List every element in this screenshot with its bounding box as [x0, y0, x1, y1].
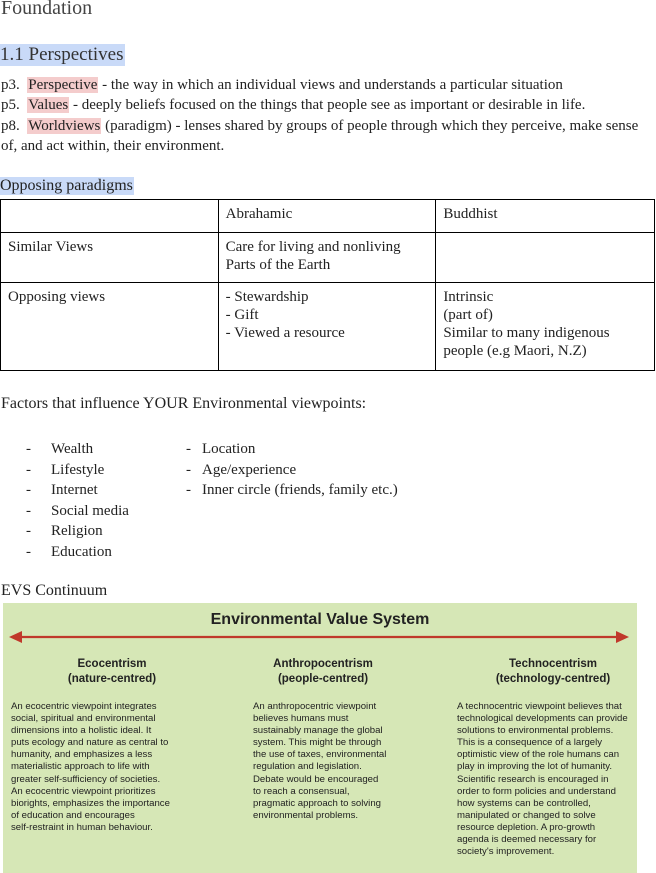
evs-diagram — [3, 603, 637, 873]
cell-line: Care for living and nonliving — [225, 239, 401, 255]
list-item — [26, 439, 129, 460]
cell-line: Similar to many indigenous — [443, 325, 610, 341]
list-item — [186, 480, 398, 501]
row-label: Similar Views — [1, 233, 219, 283]
factor-label: Lifestyle — [51, 461, 105, 478]
column-name: Technocentrism — [509, 658, 597, 670]
cell-line: - Stewardship — [225, 289, 309, 305]
list-dash: - — [26, 441, 31, 457]
factor-label: Wealth — [51, 441, 94, 457]
text-line: system. This might be through — [253, 737, 382, 749]
abrahamic-cell — [218, 283, 436, 371]
text-line: order to form policies and understand — [457, 785, 616, 797]
column-name: Anthropocentrism — [273, 658, 373, 670]
text-line: play in improving the lot of humanity. — [457, 761, 612, 773]
text-line: technological developments can provide — [457, 713, 628, 725]
evs-diagram-title: Environmental Value System — [210, 611, 430, 628]
definition-text: (paradigm) - lenses shared by groups of people through which they perceive, make sense — [101, 118, 639, 134]
factors-heading: Factors that influence YOUR Environmental viewpoints: — [1, 395, 367, 412]
text-line: how systems can be controlled, — [457, 797, 591, 809]
text-line: of education and encourages — [11, 809, 135, 821]
list-dash: - — [186, 441, 191, 457]
factor-label: Education — [51, 543, 112, 560]
list-item — [186, 460, 398, 481]
term-values: Values — [28, 97, 69, 113]
definition-continuation: of, and act within, their environment. — [1, 138, 225, 154]
list-item — [186, 439, 398, 460]
cell-line: (part of) — [443, 307, 493, 323]
text-line: A technocentric viewpoint believes that — [457, 701, 622, 712]
definition-perspective — [1, 77, 563, 94]
text-line: manipulated or changed to solve — [457, 809, 596, 821]
factor-label: Location — [202, 441, 256, 457]
column-subtitle: (nature-centred) — [67, 673, 157, 685]
text-line: greater self-sufficiency of societies. — [11, 773, 161, 785]
factor-label: Religion — [51, 523, 103, 539]
text-line: This is a consequence of a largely — [457, 737, 603, 749]
list-dash: - — [186, 461, 191, 478]
text-line: the use of taxes, environmental — [253, 749, 387, 761]
double-arrow-icon — [9, 629, 629, 645]
factor-label: Inner circle (friends, family etc.) — [202, 482, 398, 498]
header-cell-abrahamic: Abrahamic — [218, 200, 436, 233]
list-item — [26, 460, 129, 481]
text-line: self-restraint in human behaviour. — [11, 821, 153, 833]
paradigms-heading: Opposing paradigms — [0, 177, 133, 194]
text-line: social, spiritual and environmental — [11, 713, 156, 725]
table-header-row — [1, 200, 655, 233]
text-line: resource depletion. A pro-growth — [457, 821, 596, 833]
text-line: Debate would be encouraged — [253, 773, 379, 785]
list-dash: - — [26, 523, 31, 539]
abrahamic-cell — [218, 233, 436, 283]
page-ref: p3. — [1, 77, 20, 93]
column-subtitle: (people-centred) — [277, 673, 369, 685]
document-title: Foundation — [1, 0, 93, 19]
technocentrism-heading — [473, 657, 633, 687]
evs-heading: EVS Continuum — [1, 582, 108, 599]
anthropocentrism-heading — [243, 657, 403, 687]
section-heading: 1.1 Perspectives — [0, 44, 124, 65]
factors-list-right — [186, 439, 398, 501]
text-line: environmental problems. — [253, 809, 359, 821]
definition-text: - the way in which an individual views and understands a particular situation — [98, 77, 563, 93]
table-row-similar — [1, 233, 655, 283]
column-subtitle: (technology-centred) — [495, 673, 611, 685]
list-dash: - — [26, 482, 31, 498]
list-item — [26, 501, 129, 522]
text-line: sustainably manage the global — [253, 725, 383, 737]
page-ref: p5. — [1, 97, 20, 113]
factor-label: Social media — [51, 502, 129, 519]
column-name: Ecocentrism — [77, 658, 147, 670]
list-dash: - — [26, 543, 31, 560]
text-line: Scientific research is encouraged in — [457, 773, 609, 785]
factor-label: Internet — [51, 482, 98, 498]
term-perspective: Perspective — [28, 77, 98, 93]
list-dash: - — [186, 482, 191, 498]
text-line: pragmatic approach to solving — [253, 797, 381, 809]
text-line: solutions to environmental problems. — [457, 725, 614, 737]
ecocentrism-heading — [37, 657, 187, 687]
table-row-opposing — [1, 283, 655, 371]
paradigms-table — [0, 199, 655, 371]
text-line: An anthropocentric viewpoint — [253, 701, 377, 712]
text-line: puts ecology and nature as central to — [11, 737, 169, 749]
list-item — [26, 480, 129, 501]
buddhist-cell — [436, 283, 655, 371]
header-cell — [1, 200, 219, 233]
definition-text: - deeply beliefs focused on the things that people see as important or desirable in life. — [69, 97, 586, 113]
cell-line: Intrinsic — [443, 289, 494, 305]
cell-line: - Viewed a resource — [225, 325, 345, 341]
text-line: An ecocentric viewpoint integrates — [11, 701, 157, 712]
list-item — [26, 542, 129, 563]
definition-values — [1, 97, 585, 114]
text-line: humanity, and emphasizes a less — [11, 749, 153, 761]
cell-line: - Gift — [225, 307, 259, 323]
list-dash: - — [26, 461, 31, 478]
text-line: optimistic view of the role humans can — [457, 749, 620, 761]
term-worldviews: Worldviews — [28, 118, 101, 134]
text-line: dimensions into a holistic ideal. It — [11, 725, 152, 737]
ecocentrism-description — [11, 701, 170, 834]
buddhist-cell — [436, 233, 655, 283]
cell-line: Parts of the Earth — [225, 257, 331, 273]
text-line: An ecocentric viewpoint prioritizes — [11, 785, 156, 797]
anthropocentrism-description — [253, 701, 386, 822]
page-ref: p8. — [1, 118, 20, 134]
row-label: Opposing views — [1, 283, 219, 371]
text-line: to reach a consensual, — [253, 785, 350, 797]
text-line: biorights, emphasizes the importance — [11, 797, 170, 809]
definition-worldviews — [1, 118, 638, 135]
technocentrism-description — [457, 701, 628, 858]
factors-list-left — [26, 439, 129, 562]
text-line: regulation and legislation. — [253, 761, 362, 773]
list-item — [26, 521, 129, 542]
header-cell-buddhist: Buddhist — [436, 200, 655, 233]
cell-line: people (e.g Maori, N.Z) — [443, 343, 587, 359]
list-dash: - — [26, 502, 31, 519]
text-line: believes humans must — [253, 713, 349, 725]
text-line: materialistic approach to life with — [11, 761, 150, 773]
factor-label: Age/experience — [202, 461, 297, 478]
text-line: society's improvement. — [457, 846, 555, 858]
text-line: agenda is deemed necessary for — [457, 834, 597, 846]
